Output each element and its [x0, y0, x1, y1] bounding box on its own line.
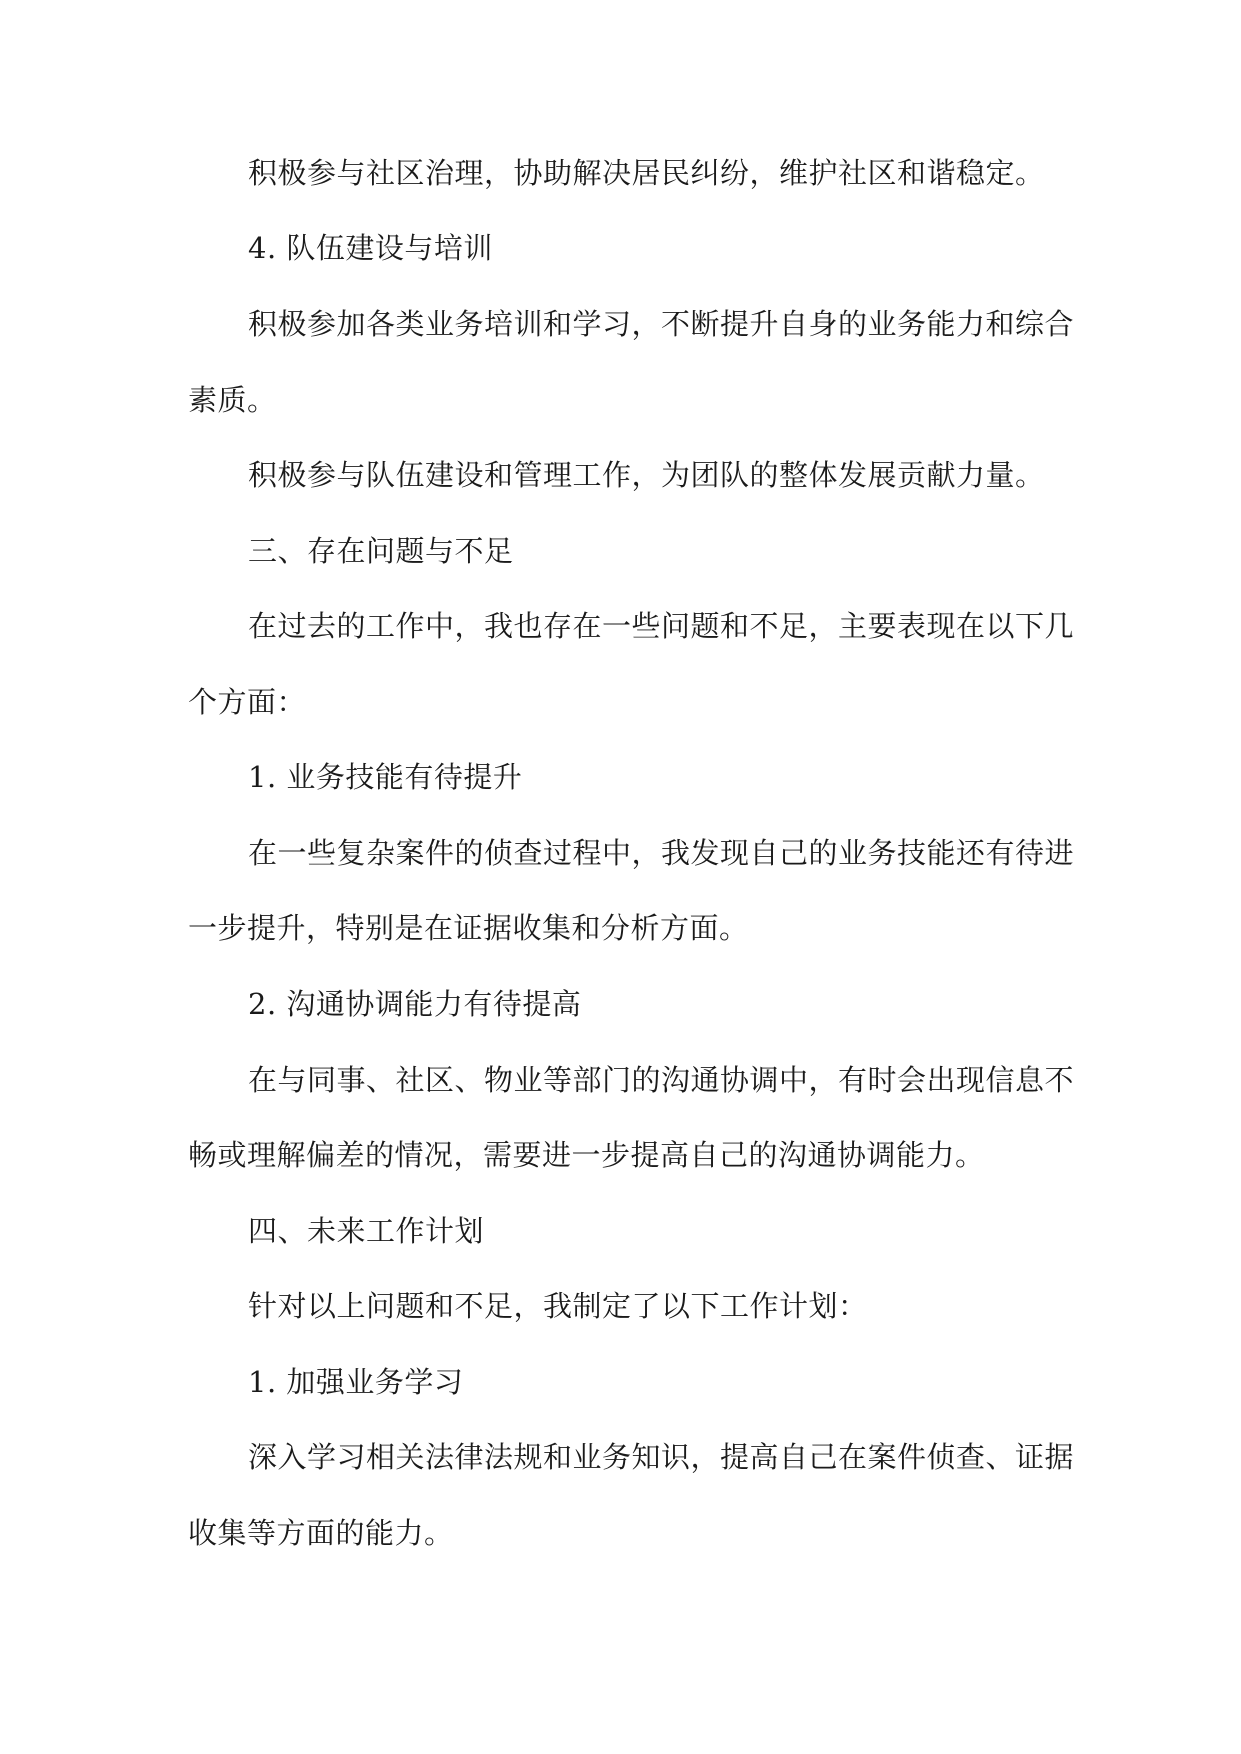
paragraph-line: 个方面：	[188, 685, 307, 719]
paragraph-line: 积极参与队伍建设和管理工作，为团队的整体发展贡献力量。	[248, 458, 1045, 492]
paragraph-line: 收集等方面的能力。	[188, 1516, 454, 1550]
paragraph-line: 深入学习相关法律法规和业务知识，提高自己在案件侦查、证据	[248, 1440, 1075, 1474]
paragraph-line: 积极参与社区治理，协助解决居民纠纷，维护社区和谐稳定。	[248, 156, 1045, 190]
paragraph-line: 在一些复杂案件的侦查过程中，我发现自己的业务技能还有待进	[248, 836, 1075, 870]
paragraph-line: 素质。	[188, 383, 277, 417]
section-subheading: 2. 沟通协调能力有待提高	[248, 987, 582, 1021]
paragraph-line: 针对以上问题和不足，我制定了以下工作计划：	[248, 1289, 868, 1323]
paragraph-line: 积极参加各类业务培训和学习，不断提升自身的业务能力和综合	[248, 307, 1075, 341]
paragraph-line: 在与同事、社区、物业等部门的沟通协调中，有时会出现信息不	[248, 1063, 1075, 1097]
section-heading: 四、未来工作计划	[248, 1214, 485, 1248]
section-subheading: 1. 业务技能有待提升	[248, 760, 523, 794]
section-subheading: 4. 队伍建设与培训	[248, 231, 493, 265]
section-subheading: 1. 加强业务学习	[248, 1365, 464, 1399]
paragraph-line: 一步提升，特别是在证据收集和分析方面。	[188, 911, 749, 945]
paragraph-line: 畅或理解偏差的情况，需要进一步提高自己的沟通协调能力。	[188, 1138, 985, 1172]
paragraph-line: 在过去的工作中，我也存在一些问题和不足，主要表现在以下几	[248, 609, 1075, 643]
section-heading: 三、存在问题与不足	[248, 534, 514, 568]
